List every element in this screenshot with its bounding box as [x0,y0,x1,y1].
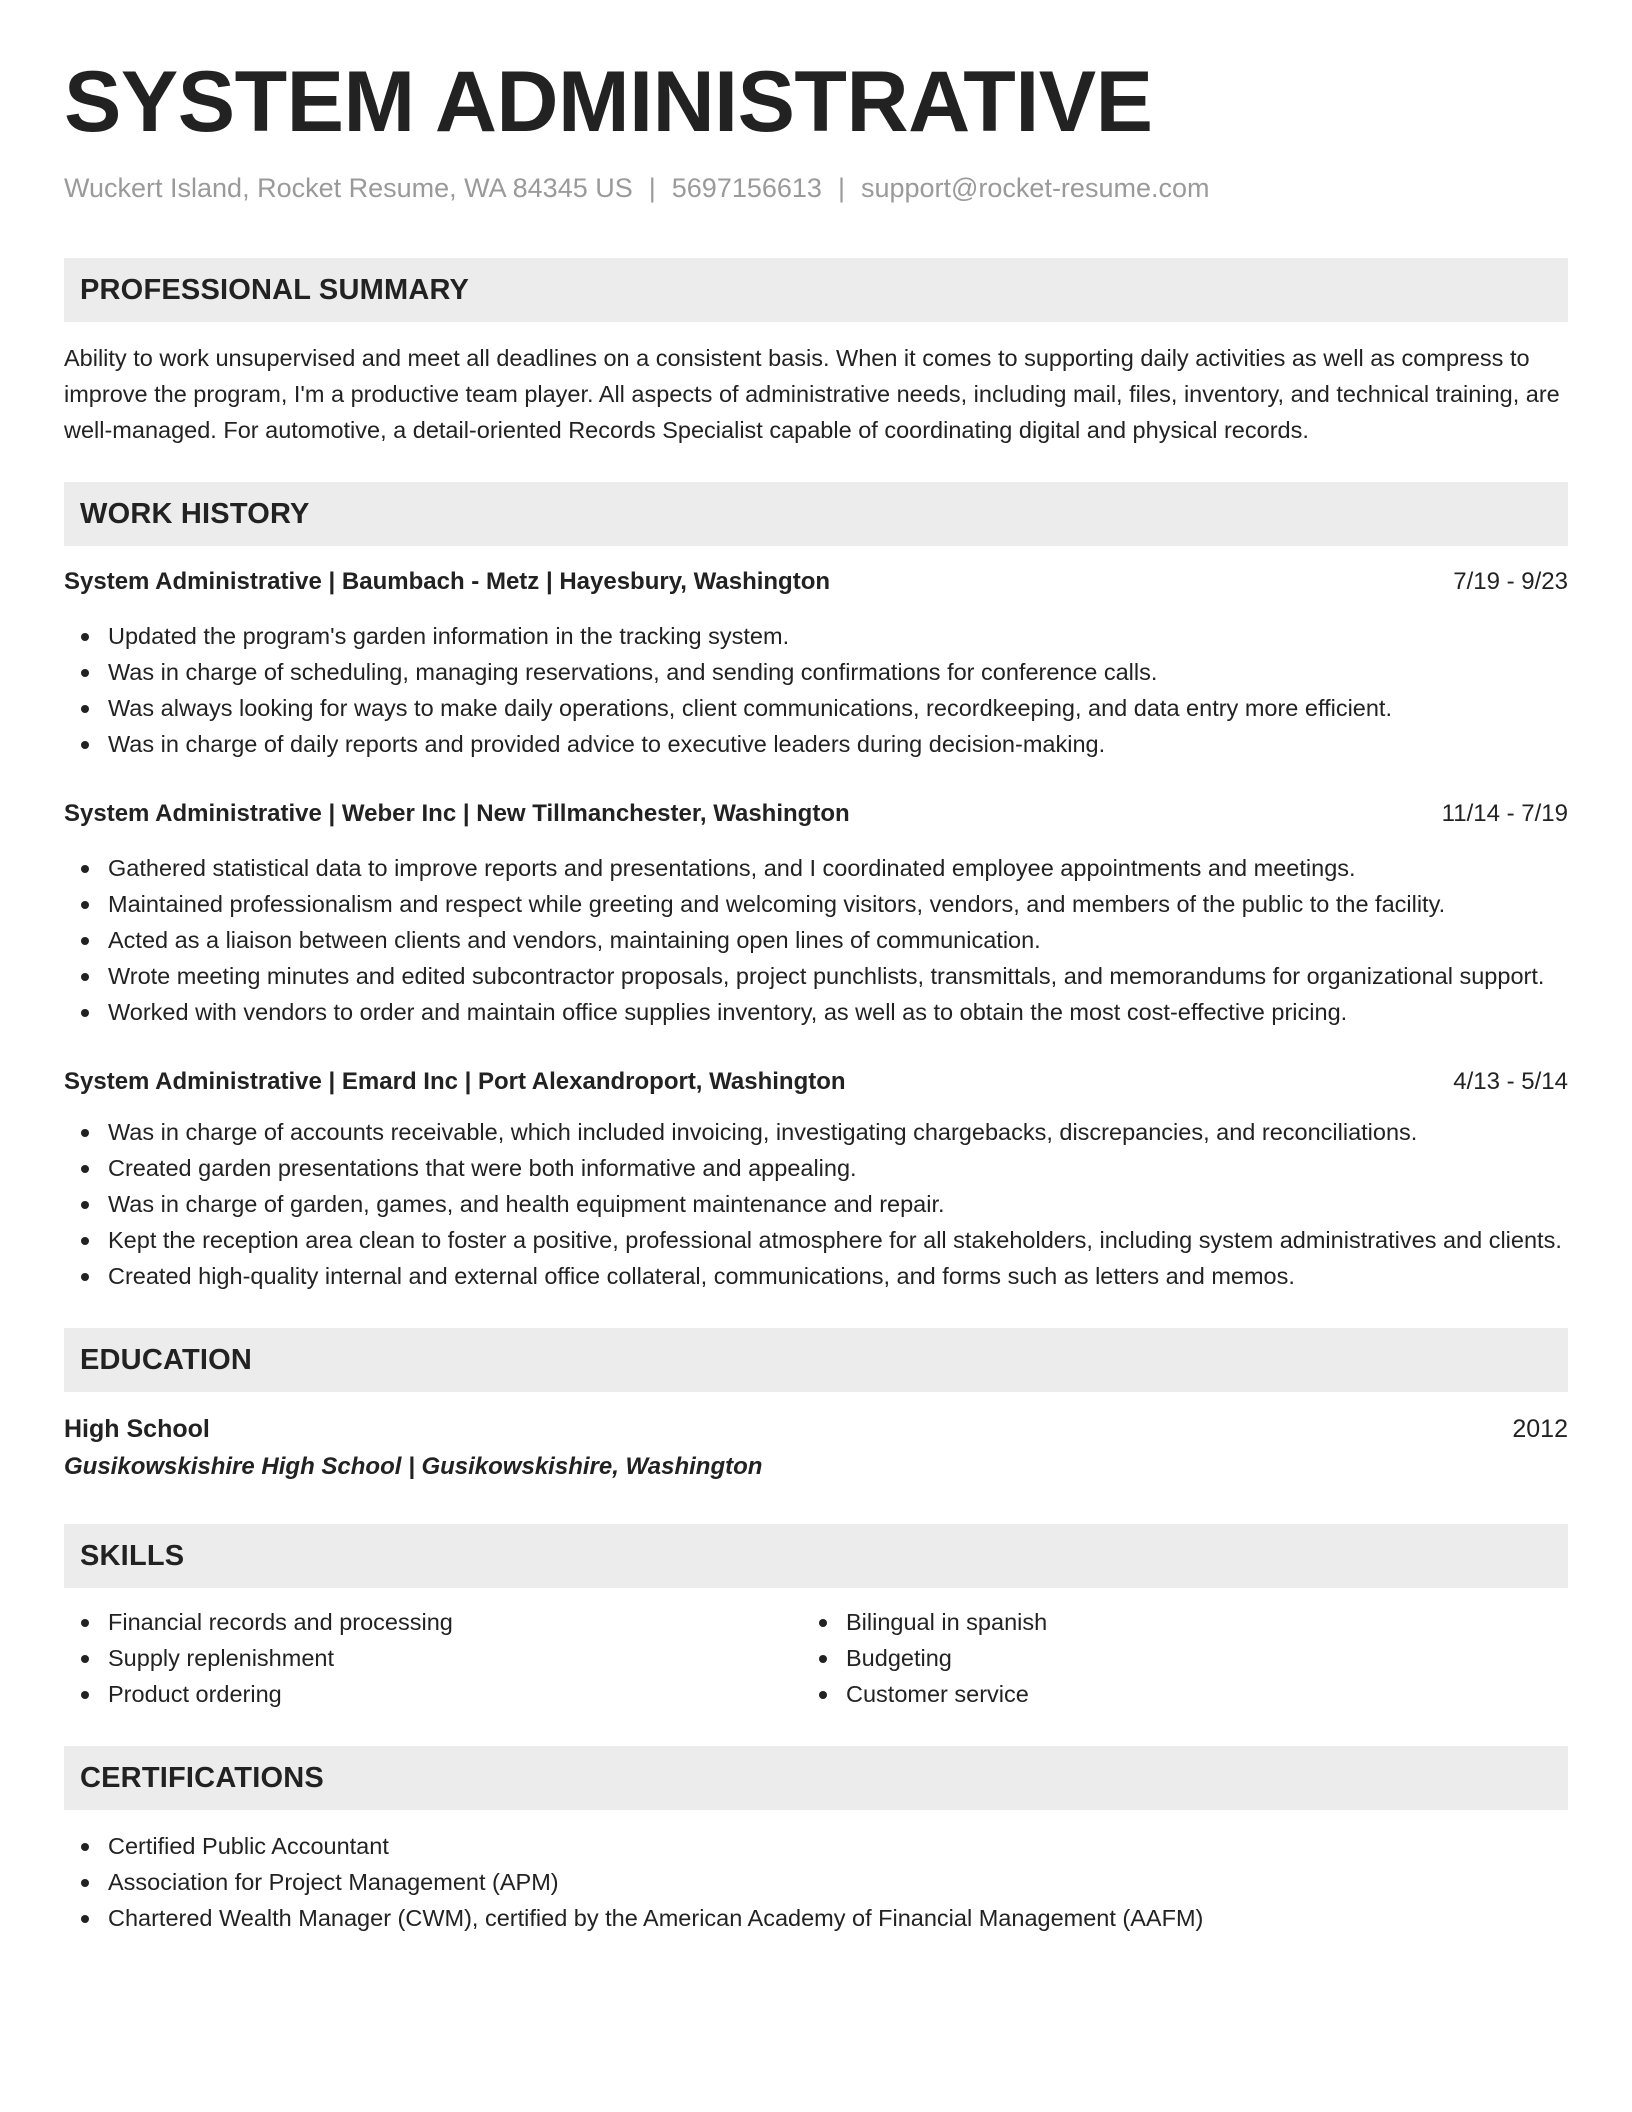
job-heading [64,564,1568,600]
education-school: Gusikowskishire High School | Gusikowskishire, Washington [64,1453,763,1480]
candidate-name: SYSTEM ADMINISTRATIVE [64,54,1153,150]
section-header-education: EDUCATION [64,1328,1568,1392]
skills-column-right [802,1604,1047,1712]
section-header-summary: PROFESSIONAL SUMMARY [64,258,1568,322]
job-title: System Administrative | Baumbach - Metz | Hayesbury, Washington [64,568,831,595]
education-heading [64,1410,1568,1448]
contact-email: support@rocket-resume.com [860,173,1210,203]
job-title: System Administrative | Weber Inc | New Tillmanchester, Washington [64,800,850,827]
list-item: Acted as a liaison between clients and vendors, maintaining open lines of communication. [64,922,1568,958]
education-year: 2012 [1512,1415,1568,1443]
skills-grid [64,1604,1568,1712]
section-header-work: WORK HISTORY [64,482,1568,546]
job-dates: 4/13 - 5/14 [1453,1068,1568,1095]
section-header-certifications: CERTIFICATIONS [64,1746,1568,1810]
certification-item: Association for Project Management (APM) [64,1864,1568,1900]
skill-item: Budgeting [802,1640,1047,1676]
job-heading [64,1064,1568,1100]
list-item: Created high-quality internal and external office collateral, communications, and forms such as letters and memos. [64,1258,1568,1294]
certifications-list [64,1828,1568,1936]
job-entry [64,796,1568,1030]
list-item: Worked with vendors to order and maintain office supplies inventory, as well as to obtain the most cost-effective pricing. [64,994,1568,1030]
skill-item: Bilingual in spanish [802,1604,1047,1640]
list-item: Wrote meeting minutes and edited subcontractor proposals, project punchlists, transmittals, and memorandums for organizational support. [64,958,1568,994]
job-title: System Administrative | Emard Inc | Port Alexandroport, Washington [64,1068,846,1095]
list-item: Was in charge of garden, games, and health equipment maintenance and repair. [64,1186,1568,1222]
list-item: Was in charge of accounts receivable, which included invoicing, investigating chargebacks, discrepancies, and reconciliations. [64,1114,1568,1150]
skill-item: Customer service [802,1676,1047,1712]
contact-separator: | [837,173,845,203]
summary-text: Ability to work unsupervised and meet all deadlines on a consistent basis. When it comes to supporting daily activities as well as compress to improve the program, I'm a productive team player. All aspects of administrative needs, including mail, files, inventory, and technical training, are well-managed. For automotive, a detail-oriented Records Specialist capable of coordinating digital and physical records. [64,345,1560,443]
section-header-skills: SKILLS [64,1524,1568,1588]
list-item: Gathered statistical data to improve reports and presentations, and I coordinated employee appointments and meetings. [64,850,1568,886]
job-dates: 7/19 - 9/23 [1453,568,1568,595]
contact-line [64,170,1568,206]
list-item: Was always looking for ways to make daily operations, client communications, recordkeeping, and data entry more efficient. [64,690,1568,726]
list-item: Kept the reception area clean to foster a positive, professional atmosphere for all stakeholders, including system administratives and clients. [64,1222,1568,1258]
list-item: Maintained professionalism and respect while greeting and welcoming visitors, vendors, and members of the public to the facility. [64,886,1568,922]
job-entry [64,1064,1568,1294]
education-degree: High School [64,1415,210,1443]
list-item: Updated the program's garden information in the tracking system. [64,618,1568,654]
certification-item: Chartered Wealth Manager (CWM), certified by the American Academy of Financial Management (AAFM) [64,1900,1568,1936]
skill-item: Product ordering [64,1676,802,1712]
job-bullets [64,1114,1568,1294]
certification-item: Certified Public Accountant [64,1828,1568,1864]
list-item: Created garden presentations that were both informative and appealing. [64,1150,1568,1186]
list-item: Was in charge of scheduling, managing reservations, and sending confirmations for conference calls. [64,654,1568,690]
contact-address: Wuckert Island, Rocket Resume, WA 84345 US [64,173,633,203]
education-entry [64,1410,1568,1486]
contact-phone: 5697156613 [671,173,822,203]
job-heading [64,796,1568,832]
skill-item: Supply replenishment [64,1640,802,1676]
job-bullets [64,850,1568,1030]
contact-separator: | [648,173,656,203]
job-bullets [64,618,1568,762]
skill-item: Financial records and processing [64,1604,802,1640]
job-entry [64,564,1568,762]
list-item: Was in charge of daily reports and provided advice to executive leaders during decision-making. [64,726,1568,762]
skills-column-left [64,1604,802,1712]
job-dates: 11/14 - 7/19 [1441,800,1568,827]
